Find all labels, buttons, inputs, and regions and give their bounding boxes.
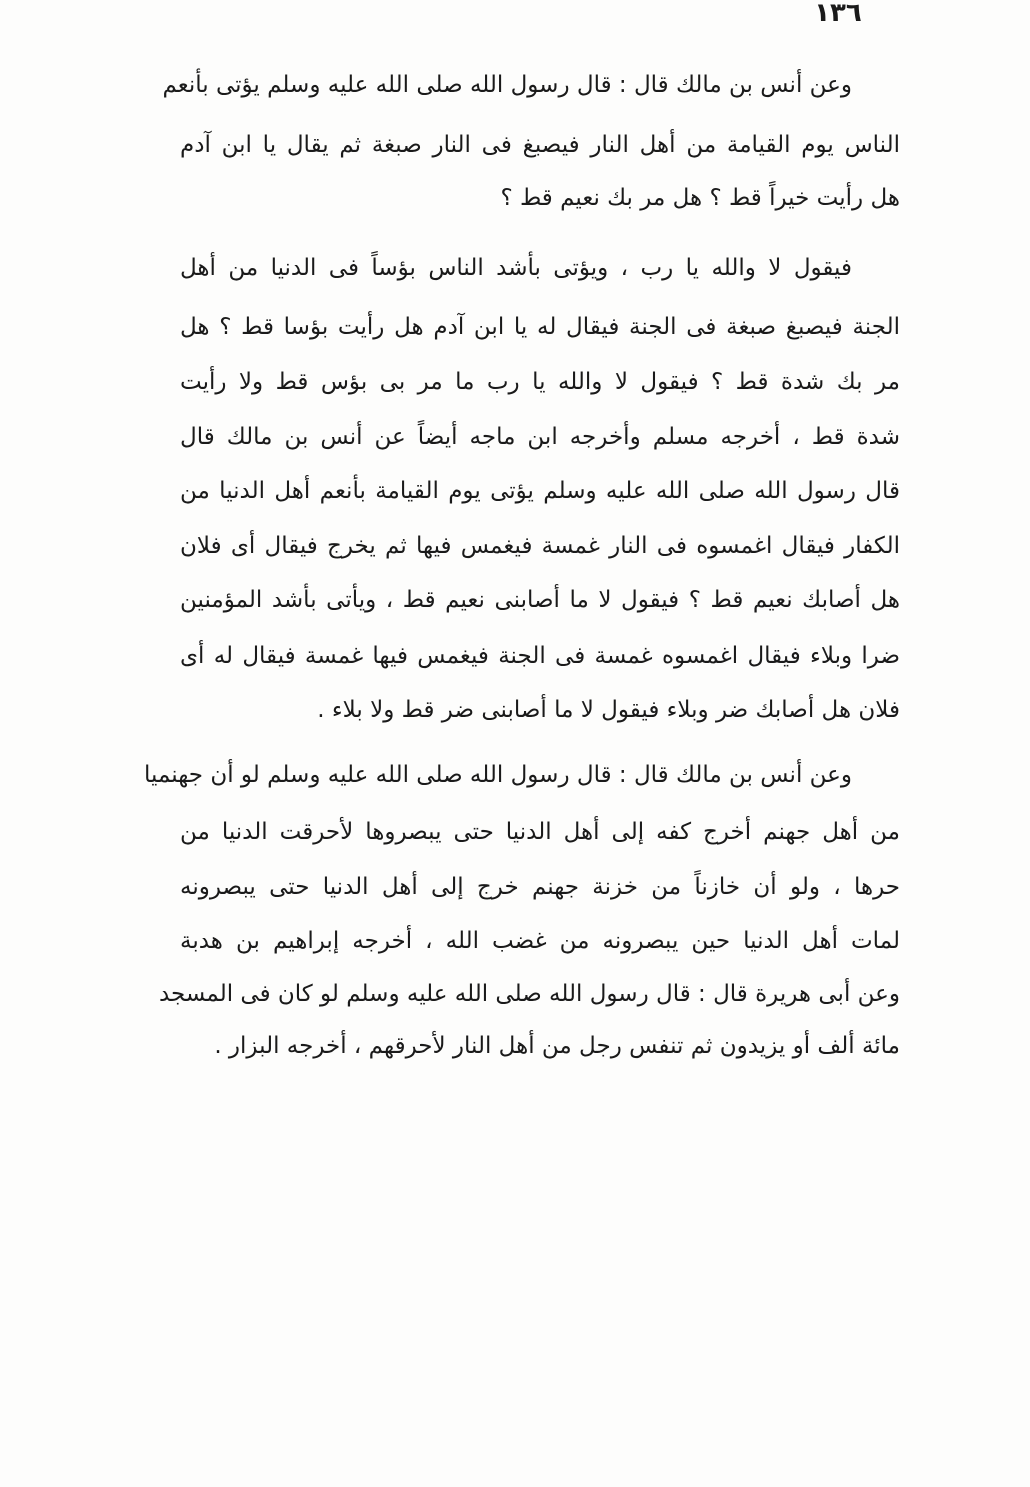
text-line: من أهل جهنم أخرج كفه إلى أهل الدنيا حتى يبصروها لأحرقت الدنيا من xyxy=(180,819,900,845)
text-line: حرها ، ولو أن خازناً من خزنة جهنم خرج إلى أهل الدنيا حتى يبصرونه xyxy=(180,874,900,900)
page-number: ١٣٦ xyxy=(814,0,862,28)
text-line: وعن أبى هريرة قال : قال رسول الله صلى الله عليه وسلم لو كان فى المسجد xyxy=(158,981,900,1007)
text-line: الناس يوم القيامة من أهل النار فيصبغ فى النار صبغة ثم يقال يا ابن آدم xyxy=(180,132,900,158)
text-line: ضرا وبلاء فيقال اغمسوه غمسة فى الجنة فيغمس فيها غمسة فيقال له أى xyxy=(180,643,900,669)
text-line: الكفار فيقال اغمسوه فى النار غمسة فيغمس فيها ثم يخرج فيقال أى فلان xyxy=(180,533,900,559)
text-line: هل أصابك نعيم قط ؟ فيقول لا ما أصابنى نعيم قط ، ويأتى بأشد المؤمنين xyxy=(180,587,900,613)
text-line: فلان هل أصابك ضر وبلاء فيقول لا ما أصابنى ضر قط ولا بلاء . xyxy=(317,697,900,723)
text-line: قال رسول الله صلى الله عليه وسلم يؤتى يوم القيامة بأنعم أهل الدنيا من xyxy=(180,478,900,504)
text-line: وعن أنس بن مالك قال : قال رسول الله صلى الله عليه وسلم لو أن جهنميا xyxy=(144,762,852,788)
text-line: مر بك شدة قط ؟ فيقول لا والله يا رب ما مر بى بؤس قط ولا رأيت xyxy=(180,369,900,395)
text-line: فيقول لا والله يا رب ، ويؤتى بأشد الناس بؤساً فى الدنيا من أهل xyxy=(180,255,852,281)
text-line: الجنة فيصبغ صبغة فى الجنة فيقال له يا ابن آدم هل رأيت بؤسا قط ؟ هل xyxy=(180,314,900,340)
text-line: مائة ألف أو يزيدون ثم تنفس رجل من أهل النار لأحرقهم ، أخرجه البزار . xyxy=(214,1033,900,1059)
text-line: وعن أنس بن مالك قال : قال رسول الله صلى الله عليه وسلم يؤتى بأنعم xyxy=(162,72,852,98)
text-line: شدة قط ، أخرجه مسلم وأخرجه ابن ماجه أيضاً عن أنس بن مالك قال xyxy=(180,424,900,450)
text-line: هل رأيت خيراً قط ؟ هل مر بك نعيم قط ؟ xyxy=(500,185,900,211)
text-line: لمات أهل الدنيا حين يبصرونه من غضب الله ، أخرجه إبراهيم بن هدبة xyxy=(180,928,900,954)
